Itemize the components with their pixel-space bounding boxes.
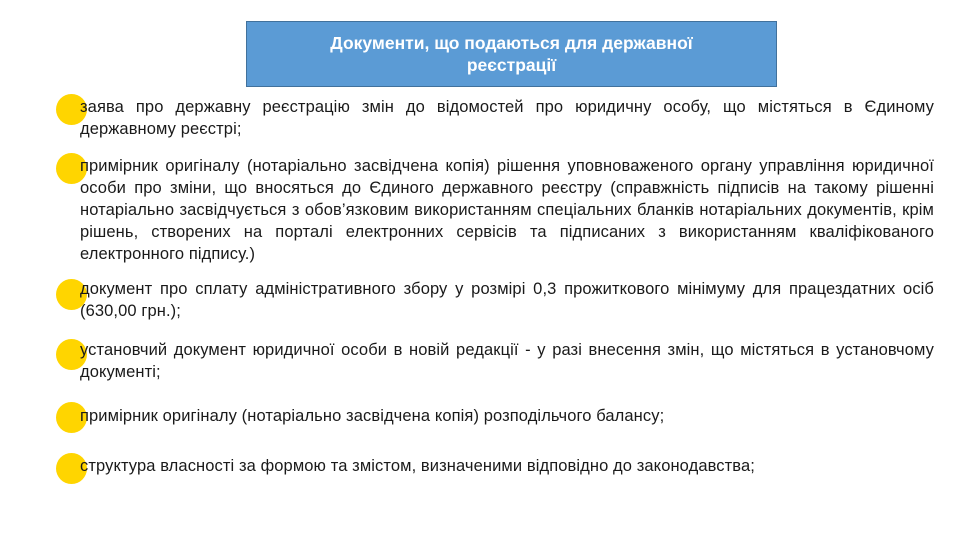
list-item-4 [80,339,934,383]
list-item-text: примірник оригіналу (нотаріально засвідчена копія) рішення уповноваженого органу управління юридичної особи про зміни, що вносяться до Єдиного державного реєстру (справжність підписів на такому рішенні нотаріально засвідчується з обов’язковим використанням спеціальних бланків нотаріальних документів, крім рішень, створених на порталі електронних сервісів та підписаних з використанням кваліфікованого електронного підпису.) [80,157,934,263]
list-item-5 [80,405,934,427]
list-item-2 [80,155,934,265]
list-item-text: установчий документ юридичної особи в новій редакції - у разі внесення змін, що містяться в установчому документі; [80,341,934,381]
list-item-text: примірник оригіналу (нотаріально засвідчена копія) розподільчого балансу; [80,407,665,425]
list-item-text: структура власності за формою та змістом, визначеними відповідно до законодавства; [80,457,755,475]
list-item-3 [80,278,934,322]
list-item-text: документ про сплату адміністративного збору у розмірі 0,3 прожиткового мінімуму для працездатних осіб (630,00 грн.); [80,280,934,320]
list-item-text: заява про державну реєстрацію змін до відомостей про юридичну особу, що містяться в Єдиному державному реєстрі; [80,98,934,138]
list-item-6 [80,455,934,477]
slide-title-box [246,21,777,87]
list-item-1 [80,96,934,140]
slide-title: Документи, що подаються для державної реєстрації [330,33,693,75]
